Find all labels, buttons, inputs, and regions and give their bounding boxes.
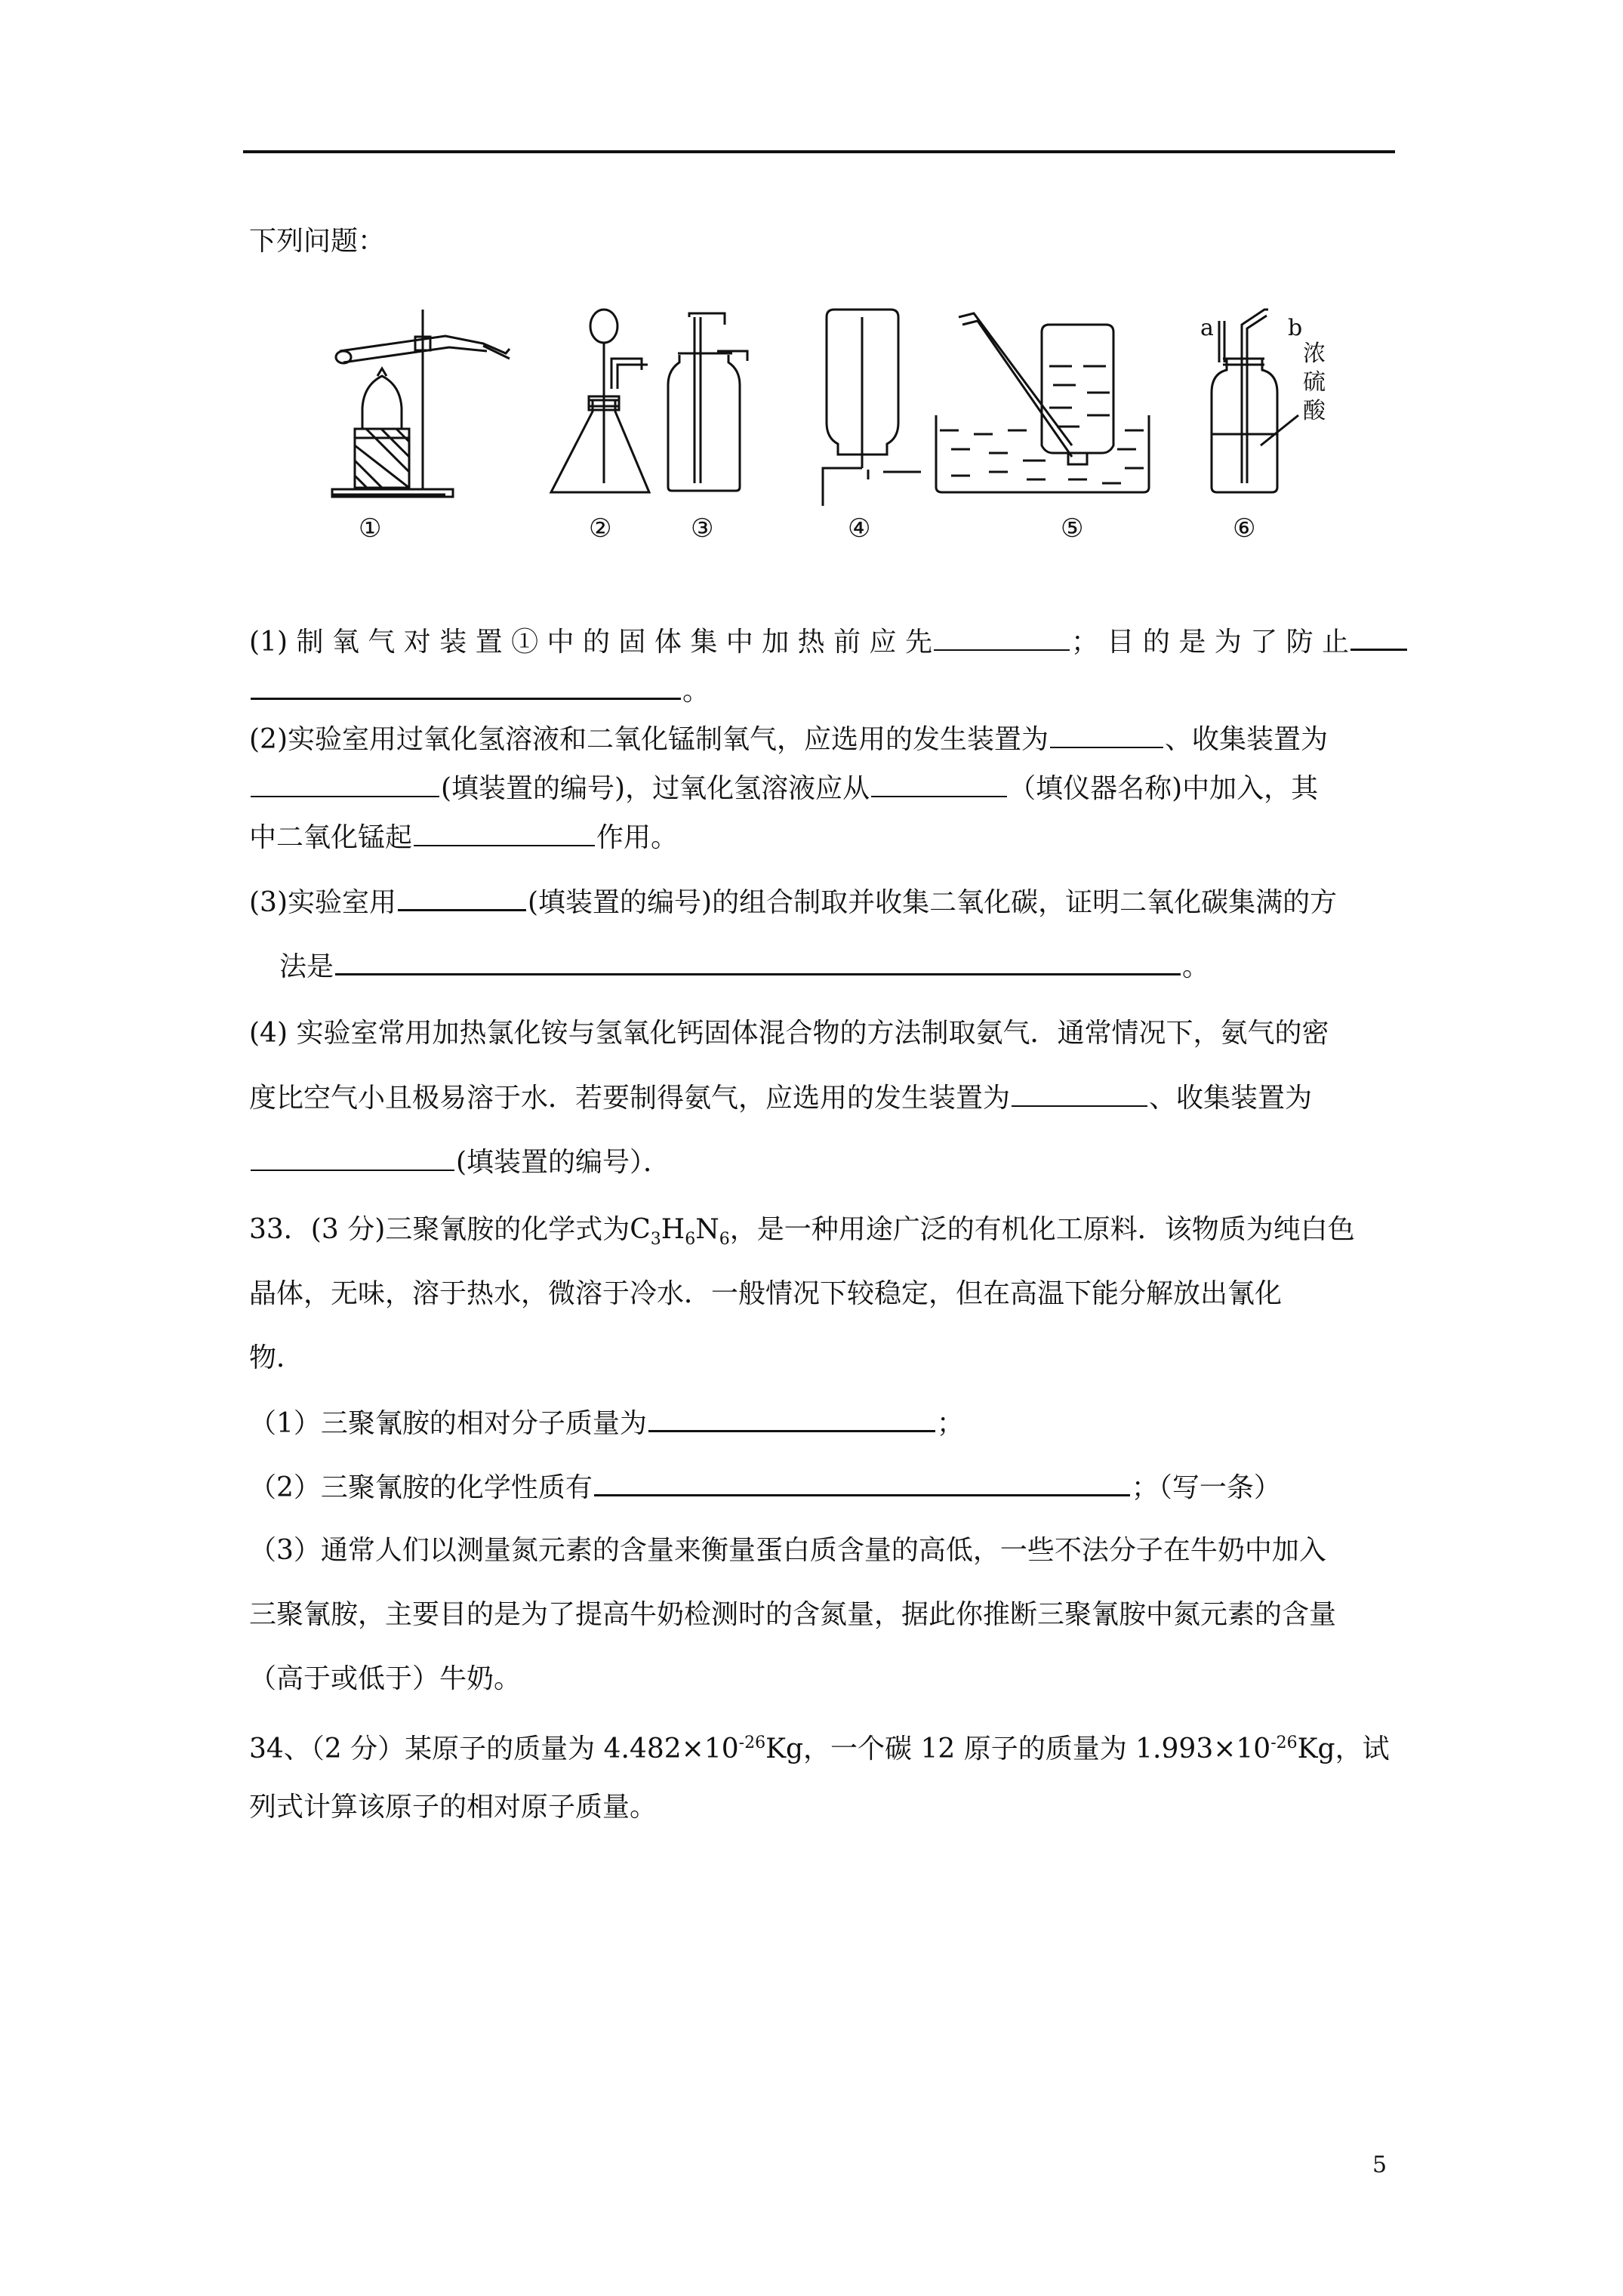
q3-text-c: 法是 [279, 951, 334, 982]
q33-sub2-text: （2）三聚氰胺的化学性质有 [249, 1472, 593, 1503]
q33-sub3-line-3: （高于或低于）牛奶。 [249, 1663, 522, 1694]
apparatus-5-water-trough [936, 313, 1149, 492]
q4-line-3 [249, 1144, 670, 1181]
q33-text-a: 33．(3 分)三聚氰胺的化学式为 [249, 1214, 630, 1245]
q34-line-2: 列式计算该原子的相对原子质量。 [249, 1792, 658, 1823]
apparatus-label-1: ① [359, 513, 382, 544]
apparatus-label-3: ③ [691, 513, 714, 544]
apparatus-label-6: ⑥ [1233, 513, 1256, 544]
q2-text-c: (填装置的编号)，过氧化氢溶液应从 [441, 773, 870, 804]
q33-line-3: 物． [249, 1342, 304, 1373]
q1-blank-2b[interactable] [251, 672, 681, 700]
q2-blank-1[interactable] [1050, 721, 1163, 748]
apparatus-1-heating [332, 310, 510, 497]
q4-line-2 [249, 1080, 1312, 1117]
apparatus-figure [325, 294, 1336, 574]
q34-text-b: Kg，一个碳 12 原子的质量为 1.993×10 [765, 1734, 1271, 1764]
q4-text-b: 、收集装置为 [1149, 1083, 1313, 1114]
q2-line-1 [249, 721, 1328, 758]
acid-label-3: 酸 [1303, 398, 1326, 424]
q2-blank-3[interactable] [871, 770, 1007, 797]
apparatus-2-flask [551, 310, 649, 492]
q2-text-f: 作用。 [596, 822, 679, 853]
formula-c: C [630, 1214, 651, 1245]
q34-text-c: Kg，试 [1297, 1734, 1390, 1764]
q4-line-1: (4) 实验室常用加热氯化铵与氢氧化钙固体混合物的方法制取氨气．通常情况下，氨气的密 [249, 1018, 1329, 1049]
q33-blank-1[interactable] [648, 1404, 935, 1432]
q33-sub1-end: ； [936, 1408, 964, 1439]
page-number: 5 [1372, 2152, 1387, 2178]
q33-text-b: ，是一种用途广泛的有机化工原料．该物质为纯白色 [729, 1214, 1355, 1245]
q33-sub2 [249, 1469, 1281, 1506]
q3-blank-2[interactable] [335, 948, 1181, 975]
q34-line-1 [249, 1725, 1390, 1767]
q2-line-3 [249, 819, 678, 856]
tube-label-a: a [1200, 315, 1214, 341]
q34-exp-2: -26 [1270, 1734, 1298, 1752]
q34-exp-1: -26 [738, 1734, 766, 1752]
acid-label-1: 浓 [1303, 341, 1326, 367]
formula-n: N [695, 1214, 719, 1245]
tube-label-b: b [1288, 315, 1303, 341]
q1-text-a: (1) 制 氧 气 对 装 置 ① 中 的 固 体 集 中 加 热 前 应 先 [249, 627, 932, 658]
formula-c-sub: 3 [650, 1230, 661, 1250]
q33-sub3-line-1: （3）通常人们以测量氮元素的含量来衡量蛋白质含量的高低，一些不法分子在牛奶中加入 [249, 1535, 1326, 1566]
q2-text-a: (2)实验室用过氧化氢溶液和二氧化锰制氧气，应选用的发生装置为 [249, 724, 1049, 755]
q1-line-2 [249, 672, 710, 710]
q33-line-2: 晶体，无味，溶于热水，微溶于冷水．一般情况下较稳定，但在高温下能分解放出氰化 [249, 1278, 1283, 1309]
q3-line-1 [249, 883, 1337, 921]
q2-text-d: （填仪器名称)中加入，其 [1009, 773, 1319, 804]
q1-blank-1[interactable] [934, 624, 1070, 651]
q2-line-2 [249, 770, 1318, 807]
q33-sub2-end: ；（写一条） [1131, 1472, 1281, 1503]
apparatus-3-bottle [668, 313, 747, 491]
formula [630, 1214, 730, 1250]
q2-blank-4[interactable] [414, 819, 595, 846]
q4-blank-2[interactable] [251, 1144, 454, 1171]
q3-text-a: (3)实验室用 [249, 887, 396, 918]
q2-text-b: 、收集装置为 [1165, 724, 1329, 755]
formula-h-sub: 6 [685, 1230, 696, 1250]
q33-sub1-text: （1）三聚氰胺的相对分子质量为 [249, 1408, 647, 1439]
apparatus-6-wash-bottle [1212, 310, 1298, 492]
apparatus-label-5: ⑤ [1061, 513, 1084, 544]
header-rule [243, 150, 1395, 153]
q2-blank-2[interactable] [251, 770, 439, 797]
q3-text-d: 。 [1182, 951, 1210, 982]
q34-text-a: 34、（2 分）某原子的质量为 4.482×10 [249, 1734, 739, 1764]
q1-text-b: ； 目 的 是 为 了 防 止 [1070, 627, 1350, 658]
apparatus-label-4: ④ [848, 513, 871, 544]
q33-blank-2[interactable] [594, 1469, 1130, 1496]
formula-n-sub: 6 [719, 1230, 730, 1250]
q2-text-e: 中二氧化锰起 [249, 822, 413, 853]
q4-text-c: (填装置的编号）． [456, 1147, 671, 1178]
intro-text: 下列问题： [249, 226, 386, 257]
q3-line-2 [279, 948, 1209, 985]
q33-line-1 [249, 1212, 1355, 1258]
q3-blank-1[interactable] [398, 883, 526, 911]
apparatus-label-2: ② [589, 513, 612, 544]
formula-h: H [661, 1214, 685, 1245]
q1-text-end: 。 [682, 676, 710, 707]
q4-blank-1[interactable] [1012, 1080, 1147, 1107]
q3-text-b: (填装置的编号)的组合制取并收集二氧化碳，证明二氧化碳集满的方 [528, 887, 1338, 918]
apparatus-4-inverted-bottle [823, 310, 921, 506]
q33-sub3-line-2: 三聚氰胺，主要目的是为了提高牛奶检测时的含氮量，据此你推断三聚氰胺中氮元素的含量 [249, 1599, 1337, 1630]
q1-line-1 [249, 623, 1409, 661]
acid-label-2: 硫 [1303, 369, 1326, 396]
q33-sub1 [249, 1404, 964, 1442]
q4-text-a: 度比空气小且极易溶于水．若要制得氨气，应选用的发生装置为 [249, 1083, 1011, 1114]
q1-blank-2a[interactable] [1350, 623, 1407, 651]
